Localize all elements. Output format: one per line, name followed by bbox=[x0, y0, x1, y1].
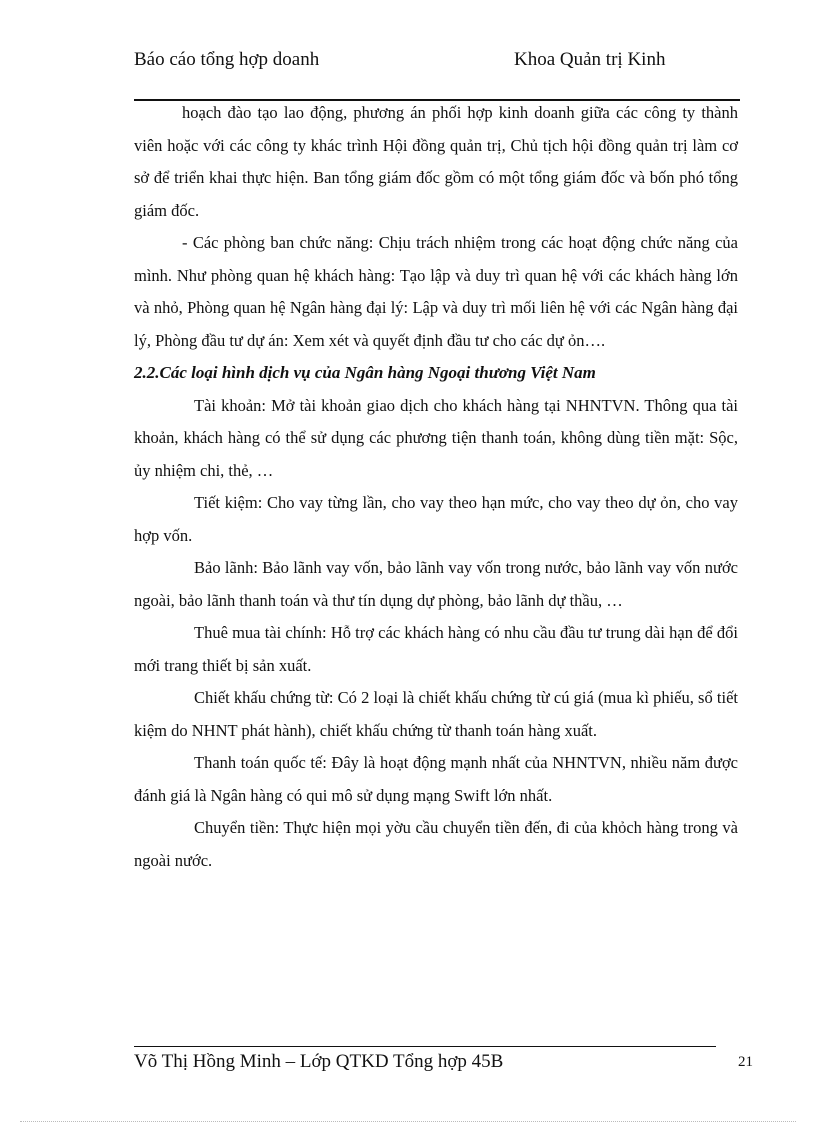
page-number: 21 bbox=[738, 1054, 753, 1070]
paragraph-savings: Tiết kiệm: Cho vay từng lần, cho vay theo hạn mức, cho vay theo dự ỏn, cho vay hợp vốn. bbox=[134, 493, 738, 545]
header-report-title: Báo cáo tổng hợp doanh bbox=[134, 49, 320, 70]
page-bottom-edge bbox=[20, 1121, 796, 1122]
header-faculty: Khoa Quản trị Kinh bbox=[514, 49, 666, 70]
paragraph-guarantees: Bảo lãnh: Bảo lãnh vay vốn, bảo lãnh vay vốn trong nước, bảo lãnh vay vốn nước ngoài, bảo lãnh thanh toán và thư tín dụng dự phòng, bảo lãnh dự thầu, … bbox=[134, 558, 738, 610]
footer-author: Võ Thị Hồng Minh – Lớp QTKD Tổng hợp 45B bbox=[134, 1051, 504, 1072]
paragraph-board-of-directors: hoạch đào tạo lao động, phương án phối hợp kinh doanh giữa các công ty thành viên hoặc với các công ty khác trình Hội đồng quản trị, Chủ tịch hội đồng quản trị làm cơ sở để triển khai thực hiện. Ban tổng giám đốc gồm có một tổng giám đốc và bốn phó tổng giám đốc. bbox=[134, 103, 738, 220]
footer-divider bbox=[134, 1046, 716, 1047]
document-body bbox=[134, 97, 738, 877]
paragraph-functional-departments: - Các phòng ban chức năng: Chịu trách nhiệm trong các hoạt động chức năng của mình. Như phòng quan hệ khách hàng: Tạo lập và duy trì quan hệ với các khách hàng lớn và nhỏ, Phòng quan hệ Ngân hàng đại lý: Lập và duy trì mối liên hệ với các Ngân hàng đại lý, Phòng đầu tư dự án: Xem xét và quyết định đầu tư cho các dự ỏn…. bbox=[134, 233, 738, 350]
paragraph-money-transfer: Chuyển tiền: Thực hiện mọi yờu cầu chuyển tiền đến, đi của khỏch hàng trong và ngoài nước. bbox=[134, 818, 738, 870]
section-heading: 2.2.Các loại hình dịch vụ của Ngân hàng Ngoại thương Việt Nam bbox=[134, 363, 596, 382]
paragraph-discounting: Chiết khấu chứng từ: Có 2 loại là chiết khấu chứng từ cú giá (mua kì phiếu, sổ tiết kiệm do NHNT phát hành), chiết khấu chứng từ thanh toán hàng xuất. bbox=[134, 688, 738, 740]
paragraph-financial-leasing: Thuê mua tài chính: Hỗ trợ các khách hàng có nhu cầu đầu tư trung dài hạn để đổi mới trang thiết bị sản xuất. bbox=[134, 623, 738, 675]
paragraph-international-payments: Thanh toán quốc tế: Đây là hoạt động mạnh nhất của NHNTVN, nhiều năm được đánh giá là Ngân hàng có qui mô sử dụng mạng Swift lớn nhất. bbox=[134, 753, 738, 805]
paragraph-accounts: Tài khoản: Mở tài khoản giao dịch cho khách hàng tại NHNTVN. Thông qua tài khoản, khách hàng có thể sử dụng các phương tiện thanh toán, không dùng tiền mặt: Sộc, ủy nhiệm chi, thẻ, … bbox=[134, 395, 738, 480]
